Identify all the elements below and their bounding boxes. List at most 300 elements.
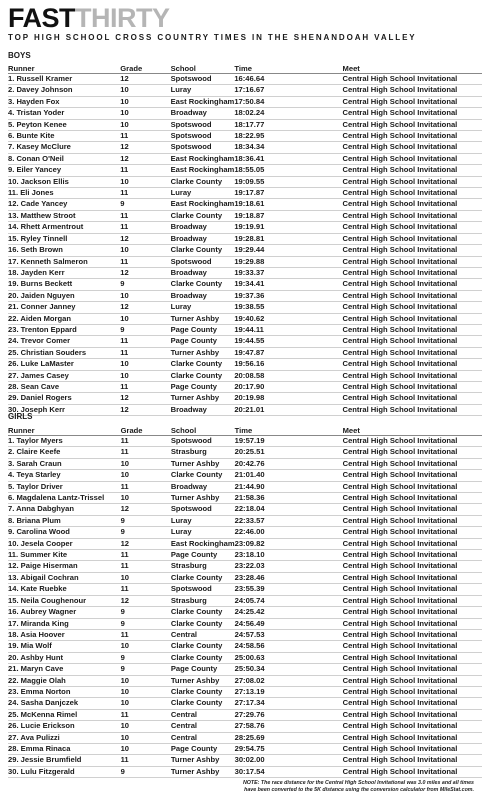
school-cell: Central [171,732,235,743]
boys-header-row [8,62,482,74]
grade-cell: 10 [120,85,170,96]
runner-cell: 18. Asia Hoover [8,629,121,640]
grade-cell: 9 [121,607,171,618]
runner-cell: 2. Davey Johnson [8,85,120,96]
time-cell: 20:42.76 [235,458,343,469]
runner-cell: 10. Jesela Cooper [8,538,121,549]
school-cell: Spotswood [171,584,235,595]
meet-cell: Central High School Invitational [343,267,482,278]
meet-cell: Central High School Invitational [343,336,482,347]
meet-cell: Central High School Invitational [343,188,482,199]
meet-cell: Central High School Invitational [343,686,482,697]
runner-cell: 10. Jackson Ellis [8,176,120,187]
grade-cell: 12 [121,504,171,515]
table-row [8,370,482,381]
meet-cell: Central High School Invitational [343,108,482,119]
table-row [8,698,482,709]
runner-cell: 1. Russell Kramer [8,74,120,85]
school-cell: Broadway [171,290,235,301]
meet-cell: Central High School Invitational [343,652,482,663]
time-cell: 23:55.39 [235,584,343,595]
table-row [8,188,482,199]
col-grade: Grade [120,62,170,74]
grade-cell: 12 [120,302,170,313]
table-row [8,607,482,618]
time-cell: 21:58.36 [235,493,343,504]
grade-cell: 11 [120,210,170,221]
grade-cell: 12 [120,404,170,415]
runner-cell: 7. Kasey McClure [8,142,120,153]
table-row [8,561,482,572]
school-cell: Clarke County [171,641,235,652]
meet-cell: Central High School Invitational [343,324,482,335]
runner-cell: 23. Emma Norton [8,686,121,697]
time-cell: 19:40.62 [234,313,342,324]
runner-cell: 6. Magdalena Lantz-Trissel [8,493,121,504]
table-row [8,279,482,290]
table-row [8,256,482,267]
runner-cell: 15. Neila Coughenour [8,595,121,606]
school-cell: Page County [171,743,235,754]
runner-cell: 28. Sean Cave [8,381,120,392]
table-row [8,313,482,324]
girls-table-body [8,436,482,778]
title-thirty: THIRTY [75,3,170,33]
runner-cell: 9. Eiler Yancey [8,165,120,176]
meet-cell: Central High School Invitational [343,538,482,549]
runner-cell: 3. Hayden Fox [8,96,120,107]
runner-cell: 25. Christian Souders [8,347,120,358]
runner-cell: 13. Matthew Stroot [8,210,120,221]
table-row [8,595,482,606]
meet-cell: Central High School Invitational [343,233,482,244]
school-cell: Clarke County [171,279,235,290]
time-cell: 19:29.44 [234,245,342,256]
meet-cell: Central High School Invitational [343,393,482,404]
runner-cell: 30. Lulu Fitzgerald [8,766,121,777]
runner-cell: 20. Jaiden Nguyen [8,290,120,301]
runner-cell: 11. Eli Jones [8,188,120,199]
time-cell: 19:44.11 [234,324,342,335]
school-cell: Clarke County [171,470,235,481]
school-cell: Spotswood [171,256,235,267]
meet-cell: Central High School Invitational [343,527,482,538]
time-cell: 27:29.76 [235,709,343,720]
school-cell: Spotswood [171,119,235,130]
school-cell: East Rockingham [170,96,235,106]
runner-cell: 19. Burns Beckett [8,279,120,290]
time-cell: 21:01.40 [235,470,343,481]
school-cell: Broadway [171,267,235,278]
table-row [8,675,482,686]
time-cell: 18:17.77 [234,119,342,130]
runner-cell: 24. Trevor Comer [8,336,120,347]
runner-cell: 28. Emma Rinaca [8,743,121,754]
grade-cell: 12 [121,595,171,606]
school-cell: Clarke County [171,245,235,256]
col-meet: Meet [343,62,482,74]
runner-cell: 21. Conner Janney [8,302,120,313]
table-row [8,629,482,640]
school-cell: Luray [171,527,235,538]
school-cell: Page County [171,381,235,392]
table-row [8,108,482,119]
table-row [8,245,482,256]
school-cell: Page County [171,336,235,347]
runner-cell: 30. Joseph Kerr [8,404,120,415]
school-cell: Turner Ashby [171,393,235,404]
table-row [8,664,482,675]
girls-section-label: GIRLS [8,412,33,421]
col-runner: Runner [8,424,121,436]
runner-cell: 25. McKenna Rimel [8,709,121,720]
meet-cell: Central High School Invitational [343,447,482,458]
runner-cell: 24. Sasha Danjczek [8,698,121,709]
meet-cell: Central High School Invitational [343,119,482,130]
school-cell: Broadway [171,222,235,233]
time-cell: 25:50.34 [235,664,343,675]
boys-section-label: BOYS [8,51,31,60]
meet-cell: Central High School Invitational [343,743,482,754]
table-row [8,176,482,187]
meet-cell: Central High School Invitational [343,245,482,256]
grade-cell: 10 [121,698,171,709]
meet-cell: Central High School Invitational [343,595,482,606]
school-cell: Spotswood [171,142,235,153]
time-cell: 18:34.34 [234,142,342,153]
grade-cell: 10 [120,245,170,256]
table-row [8,436,482,447]
grade-cell: 10 [121,641,171,652]
meet-cell: Central High School Invitational [343,561,482,572]
runner-cell: 16. Seth Brown [8,245,120,256]
grade-cell: 10 [121,493,171,504]
table-row [8,233,482,244]
meet-cell: Central High School Invitational [343,359,482,370]
meet-cell: Central High School Invitational [343,436,482,447]
runner-cell: 3. Sarah Craun [8,458,121,469]
grade-cell: 9 [121,664,171,675]
grade-cell: 9 [121,515,171,526]
school-cell: Turner Ashby [171,755,235,766]
grade-cell: 12 [120,74,170,85]
meet-cell: Central High School Invitational [343,131,482,142]
time-cell: 24:58.56 [235,641,343,652]
time-cell: 24:57.53 [235,629,343,640]
grade-cell: 11 [121,550,171,561]
runner-cell: 5. Taylor Driver [8,481,121,492]
school-cell: Turner Ashby [171,675,235,686]
runner-cell: 16. Aubrey Wagner [8,607,121,618]
boys-table-body [8,74,482,416]
meet-cell: Central High School Invitational [343,732,482,743]
grade-cell: 10 [120,108,170,119]
runner-cell: 27. Ava Pulizzi [8,732,121,743]
runner-cell: 17. Kenneth Salmeron [8,256,120,267]
col-meet: Meet [343,424,482,436]
time-cell: 19:28.81 [234,233,342,244]
table-row [8,404,482,415]
time-cell: 22:18.04 [235,504,343,515]
grade-cell: 10 [120,359,170,370]
meet-cell: Central High School Invitational [343,74,482,85]
school-cell: Clarke County [171,359,235,370]
school-cell: Page County [171,664,235,675]
meet-cell: Central High School Invitational [343,470,482,481]
table-row [8,527,482,538]
table-row [8,470,482,481]
time-cell: 23:18.10 [235,550,343,561]
time-cell: 24:25.42 [235,607,343,618]
time-cell: 22:46.00 [235,527,343,538]
meet-cell: Central High School Invitational [343,165,482,176]
grade-cell: 11 [120,381,170,392]
time-cell: 30:17.54 [235,766,343,777]
runner-cell: 26. Lucie Erickson [8,721,121,732]
time-cell: 20:21.01 [234,404,342,415]
grade-cell: 11 [121,447,171,458]
school-cell: East Rockingham [170,165,235,175]
grade-cell: 11 [121,481,171,492]
meet-cell: Central High School Invitational [343,210,482,221]
meet-cell: Central High School Invitational [343,381,482,392]
school-cell: Spotswood [171,436,235,447]
meet-cell: Central High School Invitational [343,96,482,107]
girls-header-row [8,424,482,436]
school-cell: Turner Ashby [171,493,235,504]
school-cell: Strasburg [171,595,235,606]
time-cell: 19:34.41 [234,279,342,290]
table-row [8,336,482,347]
runner-cell: 7. Anna Dabghyan [8,504,121,515]
meet-cell: Central High School Invitational [343,404,482,415]
table-row [8,618,482,629]
time-cell: 27:13.19 [235,686,343,697]
table-row [8,652,482,663]
school-cell: Luray [171,85,235,96]
time-cell: 19:17.87 [234,188,342,199]
grade-cell: 10 [120,313,170,324]
time-cell: 18:55.05 [234,165,342,176]
time-cell: 19:57.19 [235,436,343,447]
meet-cell: Central High School Invitational [343,755,482,766]
time-cell: 27:58.76 [235,721,343,732]
meet-cell: Central High School Invitational [343,641,482,652]
grade-cell: 11 [120,131,170,142]
school-cell: Luray [171,188,235,199]
table-row [8,222,482,233]
runner-cell: 6. Bunte Kite [8,131,120,142]
meet-cell: Central High School Invitational [343,313,482,324]
grade-cell: 10 [120,176,170,187]
grade-cell: 10 [121,470,171,481]
school-cell: Spotswood [171,74,235,85]
runner-cell: 21. Maryn Cave [8,664,121,675]
table-row [8,393,482,404]
table-row [8,481,482,492]
meet-cell: Central High School Invitational [343,199,482,210]
grade-cell: 10 [121,572,171,583]
footnote-line-1: NOTE: The race distance for the Central High School Invitational was 3.0 miles and all times [242,780,474,786]
time-cell: 19:37.36 [234,290,342,301]
grade-cell: 10 [121,458,171,469]
school-cell: Clarke County [171,698,235,709]
school-cell: Broadway [171,108,235,119]
col-runner: Runner [8,62,120,74]
grade-cell: 11 [120,188,170,199]
col-school: School [171,424,235,436]
grade-cell: 11 [121,629,171,640]
time-cell: 18:22.95 [234,131,342,142]
grade-cell: 11 [121,436,171,447]
meet-cell: Central High School Invitational [343,302,482,313]
table-row [8,142,482,153]
table-row [8,743,482,754]
table-row [8,165,482,176]
time-cell: 19:33.37 [234,267,342,278]
time-cell: 30:02.00 [235,755,343,766]
meet-cell: Central High School Invitational [343,766,482,777]
school-cell: East Rockingham [170,538,235,548]
meet-cell: Central High School Invitational [343,607,482,618]
runner-cell: 8. Briana Plum [8,515,121,526]
school-cell: Spotswood [171,504,235,515]
school-cell: Turner Ashby [171,347,235,358]
meet-cell: Central High School Invitational [343,629,482,640]
table-row [8,755,482,766]
time-cell: 16:46.64 [234,74,342,85]
runner-cell: 8. Conan O'Neil [8,153,120,164]
table-row [8,302,482,313]
meet-cell: Central High School Invitational [343,370,482,381]
page-title [8,3,170,33]
school-cell: Turner Ashby [171,766,235,777]
runner-cell: 22. Aiden Morgan [8,313,120,324]
table-row [8,131,482,142]
girls-table [8,424,482,778]
runner-cell: 26. Luke LaMaster [8,359,120,370]
grade-cell: 9 [121,766,171,777]
time-cell: 28:25.69 [235,732,343,743]
school-cell: Clarke County [171,652,235,663]
runner-cell: 23. Trenton Eppard [8,324,120,335]
school-cell: Broadway [171,233,235,244]
time-cell: 23:28.46 [235,572,343,583]
grade-cell: 10 [120,370,170,381]
school-cell: Central [171,709,235,720]
table-row [8,732,482,743]
grade-cell: 10 [120,119,170,130]
footnote-line-2: have been converted to the 5K distance using the conversion calculator from MileStat.com. [244,787,474,793]
meet-cell: Central High School Invitational [343,481,482,492]
grade-cell: 11 [120,165,170,176]
school-cell: Central [171,629,235,640]
time-cell: 19:38.55 [234,302,342,313]
time-cell: 24:56.49 [235,618,343,629]
table-row [8,153,482,164]
meet-cell: Central High School Invitational [343,618,482,629]
school-cell: Strasburg [171,561,235,572]
table-row [8,119,482,130]
runner-cell: 11. Summer Kite [8,550,121,561]
grade-cell: 12 [121,538,171,549]
runner-cell: 17. Miranda King [8,618,121,629]
time-cell: 19:18.87 [234,210,342,221]
meet-cell: Central High School Invitational [343,256,482,267]
grade-cell: 9 [120,279,170,290]
meet-cell: Central High School Invitational [343,279,482,290]
table-row [8,96,482,107]
school-cell: Broadway [171,404,235,415]
table-row [8,493,482,504]
table-row [8,538,482,549]
school-cell: Central [171,721,235,732]
school-cell: Luray [171,302,235,313]
col-time: Time [234,62,342,74]
school-cell: Clarke County [171,607,235,618]
table-row [8,766,482,777]
table-row [8,210,482,221]
grade-cell: 11 [120,336,170,347]
school-cell: Clarke County [171,176,235,187]
table-row [8,515,482,526]
meet-cell: Central High School Invitational [343,584,482,595]
meet-cell: Central High School Invitational [343,290,482,301]
table-row [8,709,482,720]
meet-cell: Central High School Invitational [343,222,482,233]
runner-cell: 20. Ashby Hunt [8,652,121,663]
grade-cell: 10 [120,290,170,301]
school-cell: Page County [171,550,235,561]
table-row [8,74,482,85]
time-cell: 19:09.55 [234,176,342,187]
school-cell: Broadway [171,481,235,492]
time-cell: 29:54.75 [235,743,343,754]
runner-cell: 1. Taylor Myers [8,436,121,447]
table-row [8,686,482,697]
time-cell: 19:44.55 [234,336,342,347]
grade-cell: 12 [120,267,170,278]
grade-cell: 12 [120,233,170,244]
time-cell: 19:56.16 [234,359,342,370]
runner-cell: 15. Ryley Tinnell [8,233,120,244]
school-cell: East Rockingham [170,153,235,163]
grade-cell: 10 [121,732,171,743]
meet-cell: Central High School Invitational [343,709,482,720]
grade-cell: 10 [121,721,171,732]
school-cell: East Rockingham [170,199,235,209]
runner-cell: 9. Carolina Wood [8,527,121,538]
school-cell: Luray [171,515,235,526]
school-cell: Clarke County [171,572,235,583]
time-cell: 19:29.88 [234,256,342,267]
meet-cell: Central High School Invitational [343,493,482,504]
meet-cell: Central High School Invitational [343,142,482,153]
time-cell: 25:00.63 [235,652,343,663]
time-cell: 20:19.98 [234,393,342,404]
table-row [8,447,482,458]
time-cell: 19:47.87 [234,347,342,358]
table-row [8,199,482,210]
grade-cell: 11 [120,256,170,267]
time-cell: 22:33.57 [235,515,343,526]
school-cell: Page County [171,324,235,335]
table-row [8,641,482,652]
runner-cell: 29. Jessie Brumfield [8,755,121,766]
meet-cell: Central High School Invitational [343,153,482,164]
runner-cell: 4. Tristan Yoder [8,108,120,119]
grade-cell: 12 [120,153,170,164]
